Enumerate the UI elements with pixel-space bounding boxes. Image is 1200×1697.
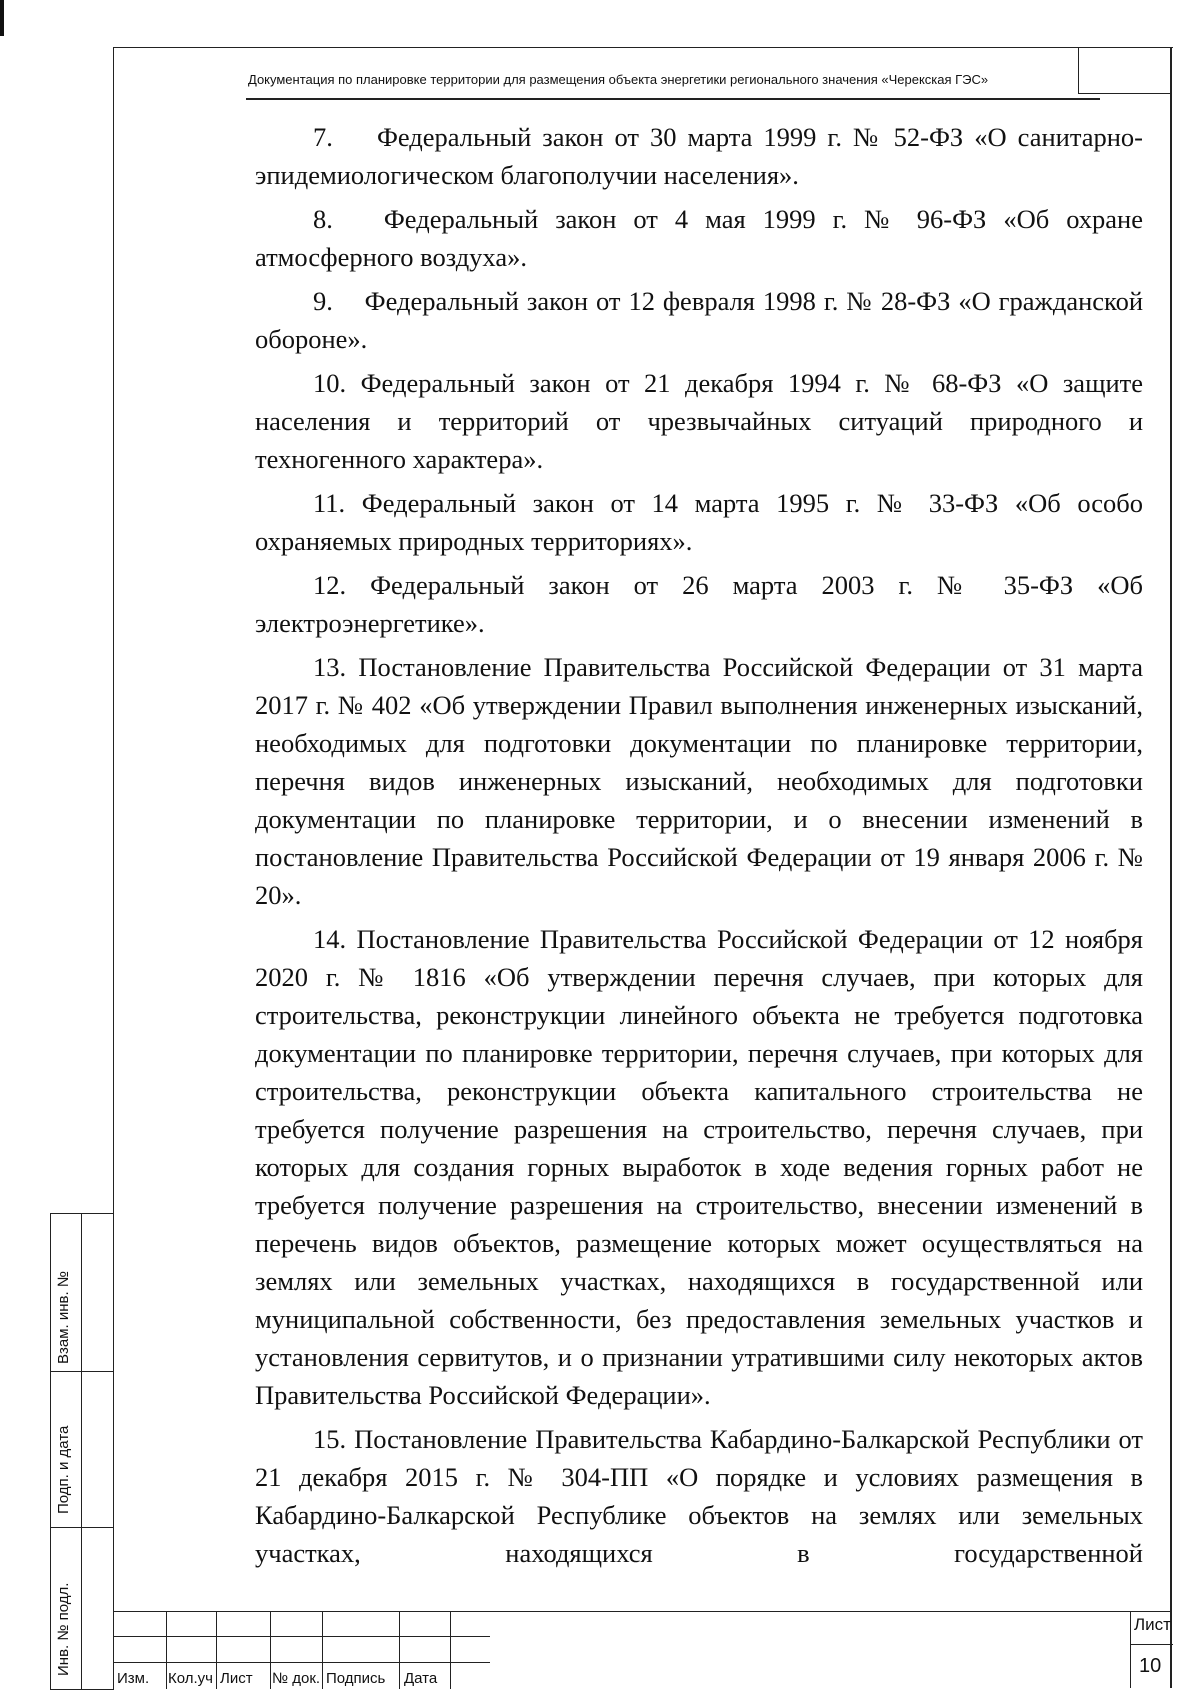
title-block-label: Изм. [117, 1670, 150, 1687]
list-item: 8. Федеральный закон от 4 мая 1999 г. № 96-ФЗ «Об охране атмосферного воздуха». [255, 204, 1143, 272]
document-body [255, 118, 1143, 1572]
list-item: 7. Федеральный закон от 30 марта 1999 г. № 52-ФЗ «О санитарно-эпидемиологическом благополучии населения». [255, 122, 1143, 190]
sheet-label: Лист [1134, 1615, 1171, 1634]
side-label-inv: Инв. № подл. [55, 1582, 72, 1676]
title-block-label: Лист [220, 1670, 253, 1687]
sheet-divider [1131, 1644, 1173, 1645]
header-rule [246, 98, 1100, 100]
title-block-label: № док. [272, 1670, 321, 1687]
side-stamp-divider [51, 1371, 114, 1372]
list-item: 11. Федеральный закон от 14 марта 1995 г. № 33-ФЗ «Об особо охраняемых природных территориях». [255, 488, 1143, 556]
title-block-label: Кол.уч [168, 1670, 213, 1687]
sheet-number: 10 [1139, 1655, 1162, 1677]
side-label-podp: Подп. и дата [55, 1425, 72, 1514]
list-item: 12. Федеральный закон от 26 марта 2003 г. № 35-ФЗ «Об электроэнергетике». [255, 570, 1144, 638]
sheet-number-box [1130, 1611, 1173, 1688]
side-label-vzam: Взам. инв. № [55, 1271, 72, 1364]
scan-corner-mark [0, 0, 4, 36]
side-stamp [50, 1213, 114, 1690]
list-item: 10. Федеральный закон от 21 декабря 1994 г. № 68-ФЗ «О защите населения и территорий от чрезвычайных ситуаций природного и техногенного характера». [255, 368, 1144, 474]
list-item: 9. Федеральный закон от 12 февраля 1998 г. № 28-ФЗ «О гражданской обороне». [255, 286, 1143, 354]
document-header: Документация по планировке территории для размещения объекта энергетики регионального значения «Черекская ГЭС» [248, 72, 989, 87]
title-block [113, 1611, 1172, 1689]
title-block-label: Дата [404, 1670, 438, 1687]
page-frame-right [1170, 47, 1172, 1688]
list-item: 15. Постановление Правительства Кабардино-Балкарской Республики от 21 декабря 2015 г. № 304-ПП «О порядке и условиях размещения в Кабардино-Балкарской Республике объектов на землях или земельных участках, находящихся в государственной [255, 1424, 1144, 1568]
list-item: 13. Постановление Правительства Российской Федерации от 31 марта 2017 г. № 402 «Об утверждении Правил выполнения инженерных изысканий, необходимых для подготовки документации по планировке территории, перечня видов инженерных изысканий, необходимых для подготовки документации по планировке территории, и о внесении изменений в постановление Правительства Российской Федерации от 19 января 2006 г. № 20». [255, 652, 1144, 910]
side-stamp-divider [51, 1527, 114, 1528]
title-block-label: Подпись [326, 1670, 386, 1687]
list-item: 14. Постановление Правительства Российской Федерации от 12 ноября 2020 г. № 1816 «Об утверждении перечня случаев, при которых для строительства, реконструкции линейного объекта не требуется подготовка документации по планировке территории, перечня случаев, при которых для строительства, реконструкции объекта капитального строительства не требуется получение разрешения на строительство, перечня случаев, при которых для создания горных выработок в ходе ведения горных работ не требуется получение разрешения на строительство, внесении изменений в перечень видов объектов, размещение которых может осуществляться на землях или земельных участках, находящихся в государственной или муниципальной собственности, без предоставления земельных участков и установления сервитутов, и о признании утратившими силу некоторых актов Правительства Российской Федерации». [255, 924, 1143, 1410]
header-corner-box [1078, 47, 1171, 94]
title-block-grid [113, 1612, 490, 1689]
